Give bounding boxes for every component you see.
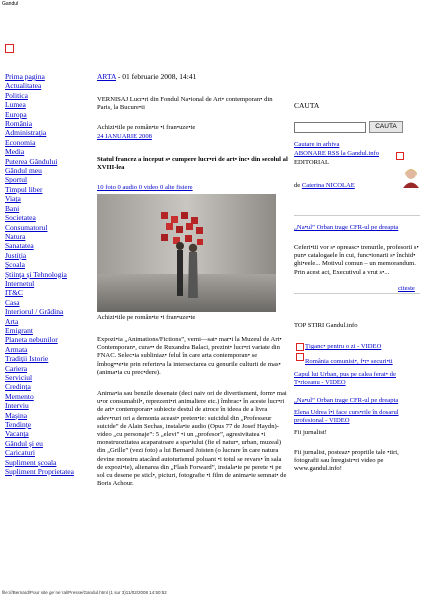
nav-item[interactable]: IT&C	[5, 288, 23, 298]
day-link[interactable]: 24 IANUARIE 2008	[97, 133, 152, 140]
article-title: Statul francez a început s• cumpere lucr•ri de art• înc• din secolul al XVIII-lea	[97, 156, 288, 172]
nav-item[interactable]: Consumatorul	[5, 222, 48, 232]
top-item-2[interactable]: România comunist•, f•r• securi•ti	[305, 358, 393, 365]
nav-item[interactable]: Interviu	[5, 401, 29, 411]
nav-item[interactable]: Gândul meu	[5, 166, 42, 176]
browser-header: Gandul	[2, 1, 19, 7]
nav-item[interactable]: Caricaturi	[5, 448, 35, 458]
top-item-1[interactable]: Ţiganc• pentru o zi - VIDEO	[305, 343, 382, 350]
photo-caption: Achizi•iile pe român•te •i fran•uze•te	[97, 314, 196, 321]
article-photo	[97, 194, 276, 312]
top-news-label: TOP STIRI Gandul.info	[294, 322, 358, 329]
nav-item[interactable]: Memento	[5, 391, 34, 401]
nav-item[interactable]: Economia	[5, 137, 36, 147]
nav-item[interactable]: Puterea Gândului	[5, 156, 58, 166]
article-meta	[97, 73, 288, 81]
editorial-author-link[interactable]: Caterina NICOLAE	[301, 182, 355, 189]
nav-item[interactable]: Lumea	[5, 100, 26, 110]
editorial-title-link[interactable]: „Na•ul” Orban trage CFR-ul pe dreapta	[294, 224, 399, 231]
nav-item[interactable]: Actualitatea	[5, 81, 42, 91]
media-links[interactable]: 10 foto 0 audio 0 video 0 alte fisiere	[97, 184, 193, 191]
nav-item[interactable]: Ştiinţa şi Tehnologia	[5, 269, 67, 279]
nav-item[interactable]: Sportul	[5, 175, 28, 185]
nav-item[interactable]: Emigrant	[5, 325, 33, 335]
nav-item[interactable]: Maşina	[5, 410, 28, 420]
sidebar-nav	[5, 72, 74, 477]
top-item-5[interactable]: Elena Udrea î•i face curs•rile în dosarul profesional - VIDEO	[294, 409, 399, 425]
nav-item[interactable]: Gândul şi eu	[5, 438, 43, 448]
search-label: CAUTA	[294, 101, 320, 110]
nav-item[interactable]: Supliment Proprietatea	[5, 467, 74, 477]
editorial-label: EDITORIAL	[294, 159, 330, 166]
article-para-1: Expozi•ia „Animations/Fictions”, verni—sat• mar•i la Muzeul de Art• Contemporan•, cura•• de Ruxandra Balaci, prezint• lucr•ri variate din FNAC. Selec•ia subliniaz• felul în care arta contemporan• se îmbog••e•te prin referin•a la intersectarea cu genurile culturii de mas• (anima•ia cu prec•dere).	[97, 336, 282, 376]
nav-item[interactable]: Justiţia	[5, 250, 27, 260]
gallery-photo-icon	[97, 194, 276, 312]
nav-item[interactable]: Europa	[5, 109, 27, 119]
nav-item[interactable]: Vacanţa	[5, 429, 29, 439]
divider	[294, 215, 420, 216]
nav-item[interactable]: Casa	[5, 297, 20, 307]
article-para-2: Anima•ia sau benzile desenate (deci naiv ori de divertisment, form• mai u•or consumabil•, reprezent•ri animaliere etc.) îmbrac• în aceste lucr•ri de art• contemporan• subiecte destul de atroce în ideea de a livra adev•ruri ori a demonta aceast• preten•ie: suicidul din „Professeur suicide” de Alain Sechas, instala•ie audio (Opus 77 de Josef Haydn)-video „cu personaje”: 5 „elevi” •i un „profesor”, agresivitatea •i monstruozitatea acaparatoare a spa•iului (fie el natur•, urban, muzeal) din „Grille” (vezi foto) a lui Bernard Joisten (o lucrare în care natura devine monstru atacând autoturismul poluant •i totul se revars• în sala de expozi•ie), alienarea din „Flash Forward”, instala•ie pe perete •i pe sol cu desene pe sticl•, picturi, fotografie •i film de anima•ie semnat• de Boris Achour.	[97, 390, 287, 488]
editorial-byline	[294, 182, 420, 190]
nav-item[interactable]: Politica	[5, 90, 28, 100]
nav-item[interactable]: Arta	[5, 316, 19, 326]
rss-link[interactable]: ABONARE RSS la Gandul.info	[294, 150, 379, 157]
nav-item[interactable]: Viaţa	[5, 194, 21, 204]
nav-item[interactable]: Tendinţe	[5, 420, 32, 430]
top-item-4[interactable]: „Na•ul” Orban trage CFR-ul pe dreapta	[294, 397, 399, 404]
search-input[interactable]	[294, 122, 366, 133]
print-footer: file:///Bernard/Pour site ge`ne`ral/Presse/Gandul.html (1 sur 3)11/02/2008 14:50:52	[2, 590, 167, 595]
top-item-3[interactable]: Capul lui Urban, pus pe calea ferat• de T•riceanu - VIDEO	[294, 371, 396, 387]
article-date: - 01 februarie 2008, 14:41	[115, 72, 197, 81]
journalist-text: Fii jurnalist, posteaz• propriile tale •tiri, fotografii sau înregistr•ri video pe www.gandul.info!	[294, 449, 399, 473]
nav-item[interactable]: Cariera	[5, 363, 28, 373]
article-kicker: VERNISAJ Lucr•ri din Fondul Na•ional de Art• contemporan• din Paris, la Bucure•ti	[97, 96, 273, 112]
nav-item[interactable]: Societatea	[5, 213, 36, 223]
nav-item[interactable]: România	[5, 119, 33, 129]
read-more-link[interactable]: citeste	[398, 285, 415, 292]
nav-item[interactable]: Serviciul	[5, 373, 33, 382]
nav-item[interactable]: Sanatatea	[5, 241, 34, 251]
nav-item[interactable]: Credinţa	[5, 382, 31, 392]
nav-item[interactable]: Natura	[5, 231, 26, 241]
achizitii-label: Achizi•iile pe român•te •i fran•uze•te	[97, 124, 196, 131]
divider	[294, 293, 420, 294]
editorial-excerpt: Ceferi•tii vor s• opreasc• trenurile, profesorii s• pun• catalogaele în cui, func•ionarii s• închid• ghi•eele... Motivul comun – un memorandum. Prin acest act, Executivul a vrut s•...	[294, 244, 419, 276]
search-button[interactable]: CAUTA	[369, 121, 403, 133]
nav-item[interactable]: Media	[5, 147, 25, 157]
nav-item[interactable]: Tradiţii Istorie	[5, 354, 49, 364]
nav-item[interactable]: Timpul liber	[5, 184, 43, 194]
nav-item[interactable]: Administraţia	[5, 128, 47, 138]
nav-item[interactable]: Planeta nebunilor	[5, 335, 58, 345]
section-link[interactable]: ARTA	[97, 72, 116, 81]
nav-item[interactable]: Prima pagina	[5, 72, 45, 81]
archive-link[interactable]: Cautare in arhiva	[294, 141, 340, 148]
news-placeholder-icon	[296, 353, 304, 361]
nav-item[interactable]: Armata	[5, 344, 28, 354]
editorial-by: de	[294, 182, 302, 189]
nav-item[interactable]: Şcoala	[5, 260, 25, 270]
nav-item[interactable]: Supliment şcoala	[5, 457, 57, 467]
nav-item[interactable]: Internetul	[5, 278, 35, 288]
nav-item[interactable]: Bani	[5, 203, 20, 213]
news-placeholder-icon	[296, 343, 304, 351]
journalist-label: Fii jurnalist!	[294, 429, 327, 436]
nav-item[interactable]: Interiorul / Grădina	[5, 307, 64, 317]
logo-placeholder-icon	[5, 44, 14, 53]
